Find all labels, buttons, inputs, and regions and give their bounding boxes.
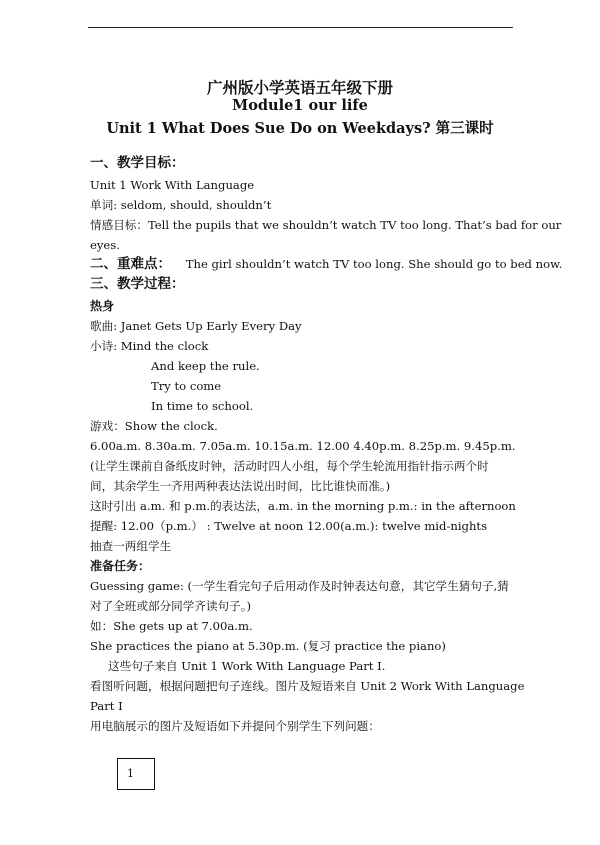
section-heading-process: 三、教学过程： [90,276,185,292]
module-title: Module1 our life [232,97,368,114]
poem-line-3: Try to come [151,379,222,393]
warmup-label: 热身 [90,299,115,313]
song-line: 歌曲: Janet Gets Up Early Every Day [90,319,302,333]
reminder-line: 提醒: 12.00（p.m.） : Twelve at noon 12.00(a.m.): twelve mid-nights [90,519,488,533]
computer-display-line: 用电脑展示的图片及短语如下并提问个别学生下列问题： [90,719,380,733]
header-rule [88,27,513,28]
page-number: 1 [127,767,134,780]
matching-line-cont: Part I [90,699,123,713]
poem-line-2: And keep the rule. [151,359,260,373]
guessing-game-line-cont: 对了全班或部分同学齐读句子。) [90,599,252,613]
times-line: 6.00a.m. 8.30a.m. 7.05a.m. 10.15a.m. 12.00 4.40p.m. 8.25p.m. 9.45p.m. [90,439,516,453]
example-line: 如：She gets up at 7.00a.m. [90,619,253,633]
example-line-2: She practices the piano at 5.30p.m. (复习 practice the piano) [90,639,446,653]
activity-note-cont: 间，其余学生一齐用两种表达法说出时间，比比谁快而准。) [90,479,391,493]
poem-line-4: In time to school. [151,399,254,413]
ampm-line: 这时引出 a.m. 和 p.m.的表达法，a.m. in the morning p.m.: in the afternoon [90,499,516,513]
activity-note: (让学生课前自备纸皮时钟，活动时四人小组，每个学生轮流用指针指示两个时 [90,459,489,473]
emotion-goal-line-cont: eyes. [90,238,120,252]
section-heading-objectives: 一、教学目标： [90,155,185,171]
source-line: 这些句子来自 Unit 1 Work With Language Part I. [108,659,386,673]
spot-check-line: 抽查一两组学生 [90,539,172,553]
vocabulary-line: 单词: seldom, should, shouldn’t [90,198,272,212]
emotion-goal-line: 情感目标：Tell the pupils that we shouldn’t watch TV too long. That’s bad for our [90,218,562,232]
poem-line: 小诗: Mind the clock [90,339,209,353]
unit-reference: Unit 1 Work With Language [90,178,255,192]
guessing-game-line: Guessing game: (一学生看完句子后用动作及时钟表达句意，其它学生猜句子,猜 [90,579,509,593]
key-points-text: The girl shouldn’t watch TV too long. She should go to bed now. [185,257,563,271]
prep-task-label: 准备任务： [90,559,151,573]
unit-title: Unit 1 What Does Sue Do on Weekdays? 第三课时 [106,120,494,137]
matching-line: 看图听问题，根据问题把句子连线。图片及短语来自 Unit 2 Work With Language [90,679,525,693]
key-points-line [90,256,562,272]
section-heading-key-points: 二、重难点： [90,256,171,272]
game-line: 游戏：Show the clock. [90,419,218,433]
page-number-box [117,758,155,790]
document-title: 广州版小学英语五年级下册 [206,78,393,97]
